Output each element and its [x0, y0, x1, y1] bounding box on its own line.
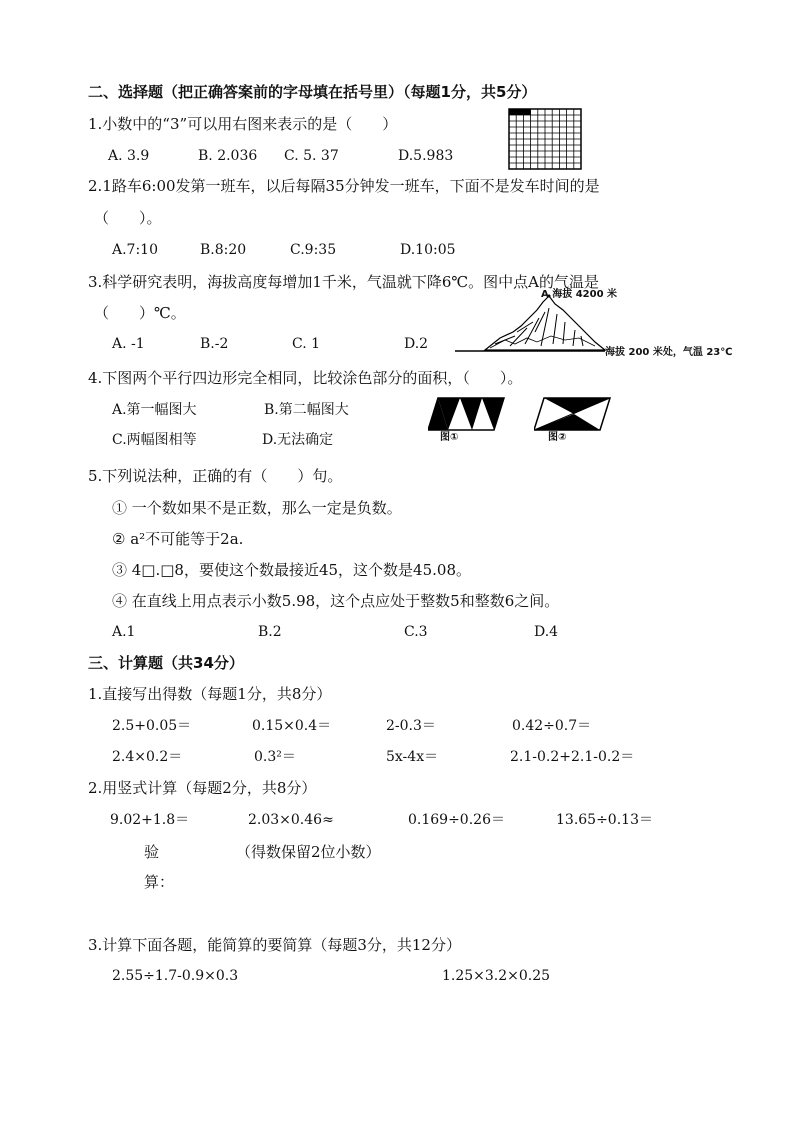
calc1-row1-item2: 0.15×0.4＝ [252, 718, 332, 734]
check-label-1: 验 [144, 843, 160, 861]
parallelogram-figure-1 [428, 396, 506, 432]
calc1-row2-item4: 2.1-0.2+2.1-0.2＝ [510, 749, 635, 765]
parallelogram-figure-2 [534, 396, 612, 432]
q5-option-c: C.3 [404, 624, 428, 640]
q2-option-c: C.9:35 [290, 242, 337, 258]
q2-option-d: D.10:05 [400, 242, 456, 258]
calc1-row1-item3: 2-0.3＝ [386, 718, 436, 734]
q4-option-c: C.两幅图相等 [112, 432, 197, 448]
question-4: 4.下图两个平行四边形完全相同，比较涂色部分的面积，（ ）。 [88, 369, 523, 387]
hundred-grid-figure [508, 108, 582, 170]
calc2-item3: 0.169÷0.26＝ [408, 812, 505, 828]
calc-part-3-title: 3.计算下面各题，能简算的要简算（每题3分，共12分） [88, 936, 461, 954]
question-3-line2: （ ）℃。 [94, 304, 186, 322]
calc1-row2-item1: 2.4×0.2＝ [112, 749, 183, 765]
q5-option-b: B.2 [258, 624, 282, 640]
calc3-item2: 1.25×3.2×0.25 [442, 968, 551, 984]
question-5: 5.下列说法种，正确的有（ ）句。 [88, 467, 343, 485]
calc1-row2-item2: 0.3²＝ [254, 749, 296, 765]
q5-option-a: A.1 [112, 624, 136, 640]
q5-statement-3: ③ 4□.□8，要使这个数最接近45，这个数是45.08。 [112, 561, 471, 579]
q3-option-a: A. -1 [112, 336, 145, 352]
q3-option-c: C. 1 [292, 336, 321, 352]
mountain-bottom-label: 海拔 200 米处，气温 23℃ [605, 347, 733, 358]
q4-option-b: B.第二幅图大 [264, 402, 349, 418]
q1-option-c: C. 5. 37 [284, 148, 339, 164]
q3-option-d: D.2 [404, 336, 429, 352]
calc1-row2-item3: 5x-4x＝ [386, 749, 439, 765]
q4-option-d: D.无法确定 [262, 432, 334, 448]
q2-option-b: B.8:20 [200, 242, 247, 258]
check-label-2: 算： [144, 873, 175, 891]
calc2-item1: 9.02+1.8＝ [110, 812, 190, 828]
calc1-row1-item1: 2.5+0.05＝ [112, 718, 192, 734]
calc1-row1-item4: 0.42÷0.7＝ [512, 718, 592, 734]
question-2-line1: 2.1路车6:00发第一班车，以后每隔35分钟发一班车，下面不是发车时间的是 [88, 177, 600, 195]
q5-statement-1: ① 一个数如果不是正数，那么一定是负数。 [112, 499, 402, 517]
calc-part-1-title: 1.直接写出得数（每题1分，共8分） [88, 685, 332, 703]
calc3-item1: 2.55÷1.7-0.9×0.3 [112, 968, 239, 984]
q2-option-a: A.7:10 [112, 242, 158, 258]
calc-part-2-title: 2.用竖式计算（每题2分，共8分） [88, 779, 317, 797]
q5-option-d: D.4 [534, 624, 559, 640]
q5-statement-2: ② a²不可能等于2a. [112, 530, 244, 548]
mountain-top-label: A 海拔 4200 米 [541, 289, 618, 300]
q1-option-b: B. 2.036 [198, 148, 258, 164]
question-1: 1.小数中的“3”可以用右图来表示的是（ ） [88, 115, 398, 133]
rounding-note: （得数保留2位小数） [236, 843, 381, 861]
calc2-item4: 13.65÷0.13＝ [556, 812, 653, 828]
q4-option-a: A.第一幅图大 [112, 402, 197, 418]
q1-option-a: A. 3.9 [108, 148, 150, 164]
fig1-label: 图① [440, 432, 459, 443]
q3-option-b: B.-2 [200, 336, 229, 352]
question-2-line2: （ ）。 [94, 209, 162, 227]
calc2-item2: 2.03×0.46≈ [248, 812, 334, 828]
question-3-line1: 3.科学研究表明，海拔高度每增加1千米，气温就下降6℃。图中点A的气温是 [88, 273, 600, 291]
q1-option-d: D.5.983 [398, 148, 454, 164]
section-title-choice: 二、选择题（把正确答案前的字母填在括号里）（每题1分，共5分） [88, 83, 537, 101]
section-title-calc: 三、计算题（共34分） [88, 654, 244, 672]
q5-statement-4: ④ 在直线上用点表示小数5.98，这个点应处于整数5和整数6之间。 [112, 592, 560, 610]
fig2-label: 图② [548, 432, 567, 443]
